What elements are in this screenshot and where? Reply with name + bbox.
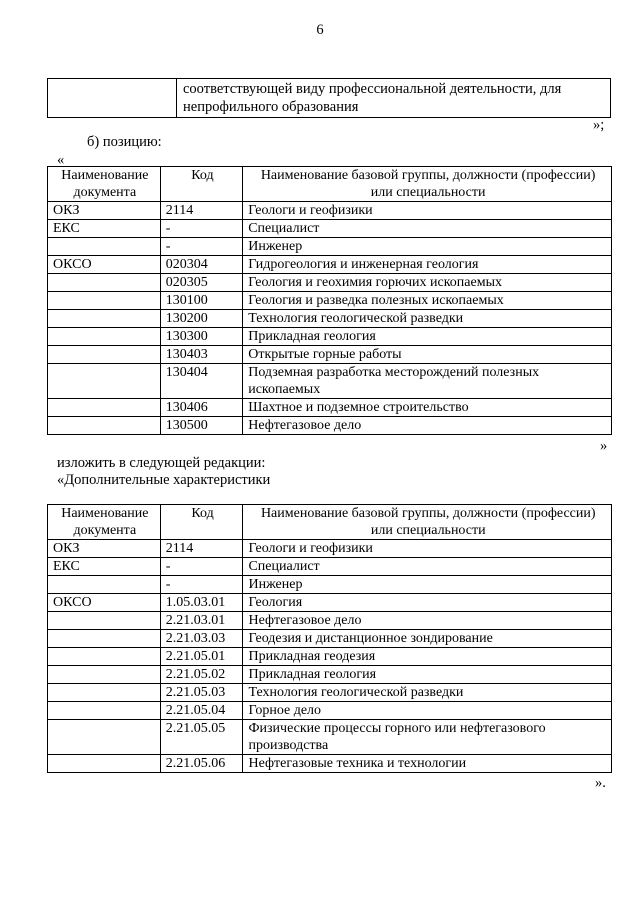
cell-code: - bbox=[160, 576, 243, 594]
cell-name: Прикладная геодезия bbox=[243, 648, 612, 666]
additional-characteristics-title: «Дополнительные характеристики bbox=[57, 472, 271, 488]
cell-code: 130404 bbox=[160, 364, 242, 399]
table-row bbox=[48, 684, 612, 702]
cell-doc: ОКСО bbox=[48, 256, 161, 274]
cell-doc bbox=[48, 630, 161, 648]
cell-code: 130300 bbox=[160, 328, 242, 346]
cell-doc bbox=[48, 399, 161, 417]
cell-doc bbox=[48, 274, 161, 292]
header-code: Код bbox=[160, 505, 243, 540]
cell-name: Геодезия и дистанционное зондирование bbox=[243, 630, 612, 648]
cell-code: - bbox=[160, 558, 243, 576]
cell-name: Шахтное и подземное строительство bbox=[243, 399, 612, 417]
table-row bbox=[48, 220, 612, 238]
header-doc-name: Наименование документа bbox=[48, 167, 161, 202]
cell-doc bbox=[48, 576, 161, 594]
closing-quote: » bbox=[600, 438, 608, 454]
continuation-table bbox=[47, 78, 611, 118]
header-group-name: Наименование базовой группы, должности (профессии) или специальности bbox=[243, 505, 612, 540]
new-table-body bbox=[48, 540, 612, 773]
cell-doc bbox=[48, 612, 161, 630]
cell-code: 020305 bbox=[160, 274, 242, 292]
table-row bbox=[48, 540, 612, 558]
table-row bbox=[48, 310, 612, 328]
cell-name: Нефтегазовые техника и технологии bbox=[243, 755, 612, 773]
cell-code: 020304 bbox=[160, 256, 242, 274]
table-row bbox=[48, 720, 612, 755]
cell-name: Физические процессы горного или нефтегазового производства bbox=[243, 720, 612, 755]
cell-doc bbox=[48, 417, 161, 435]
old-table-body bbox=[48, 202, 612, 435]
page-number: 6 bbox=[316, 22, 324, 38]
table-row bbox=[48, 612, 612, 630]
table-row bbox=[48, 666, 612, 684]
table-cell: соответствующей виду профессиональной деятельности, для непрофильного образования bbox=[177, 79, 611, 118]
cell-doc bbox=[48, 310, 161, 328]
table-row bbox=[48, 558, 612, 576]
cell-code: 130100 bbox=[160, 292, 242, 310]
cell-code: 130200 bbox=[160, 310, 242, 328]
cell-name: Геологи и геофизики bbox=[243, 540, 612, 558]
cell-name: Специалист bbox=[243, 558, 612, 576]
closing-quote: »; bbox=[593, 117, 605, 133]
cell-code: 2.21.03.01 bbox=[160, 612, 243, 630]
cell-doc bbox=[48, 328, 161, 346]
table-header-row bbox=[48, 505, 612, 540]
table-row bbox=[48, 755, 612, 773]
new-position-table bbox=[47, 504, 612, 773]
cell-code: 2.21.05.03 bbox=[160, 684, 243, 702]
table-row bbox=[48, 274, 612, 292]
cell-name: Прикладная геология bbox=[243, 666, 612, 684]
table-cell bbox=[48, 79, 177, 118]
old-position-table bbox=[47, 166, 612, 435]
cell-name: Геология и геохимия горючих ископаемых bbox=[243, 274, 612, 292]
table-row bbox=[48, 238, 612, 256]
cell-code: 130403 bbox=[160, 346, 242, 364]
table-row bbox=[48, 702, 612, 720]
cell-name: Прикладная геология bbox=[243, 328, 612, 346]
table-row bbox=[48, 594, 612, 612]
table-row bbox=[48, 346, 612, 364]
cell-code: - bbox=[160, 220, 242, 238]
cell-code: 2.21.05.04 bbox=[160, 702, 243, 720]
cell-name: Подземная разработка месторождений полезных ископаемых bbox=[243, 364, 612, 399]
cell-code: 2.21.03.03 bbox=[160, 630, 243, 648]
cell-name: Инженер bbox=[243, 238, 612, 256]
cell-name: Геологи и геофизики bbox=[243, 202, 612, 220]
cell-name: Нефтегазовое дело bbox=[243, 612, 612, 630]
cell-doc: ОКСО bbox=[48, 594, 161, 612]
cell-doc: ОКЗ bbox=[48, 202, 161, 220]
closing-quote: ». bbox=[595, 775, 606, 791]
cell-name: Открытые горные работы bbox=[243, 346, 612, 364]
cell-code: 2.21.05.01 bbox=[160, 648, 243, 666]
table-row bbox=[48, 648, 612, 666]
header-doc-name: Наименование документа bbox=[48, 505, 161, 540]
cell-code: 1.05.03.01 bbox=[160, 594, 243, 612]
cell-doc bbox=[48, 666, 161, 684]
table-row bbox=[48, 364, 612, 399]
table-row bbox=[48, 630, 612, 648]
cell-name: Геология и разведка полезных ископаемых bbox=[243, 292, 612, 310]
table-row bbox=[48, 202, 612, 220]
table-header-row bbox=[48, 167, 612, 202]
table-row bbox=[48, 576, 612, 594]
cell-code: 2.21.05.06 bbox=[160, 755, 243, 773]
table-row bbox=[48, 417, 612, 435]
cell-name: Технология геологической разведки bbox=[243, 310, 612, 328]
table-row bbox=[48, 399, 612, 417]
cell-name: Гидрогеология и инженерная геология bbox=[243, 256, 612, 274]
cell-doc: ЕКС bbox=[48, 220, 161, 238]
cell-name: Горное дело bbox=[243, 702, 612, 720]
cell-doc bbox=[48, 292, 161, 310]
cell-doc: ОКЗ bbox=[48, 540, 161, 558]
cell-code: 2114 bbox=[160, 202, 242, 220]
cell-doc bbox=[48, 720, 161, 755]
cell-doc: ЕКС bbox=[48, 558, 161, 576]
cell-name: Нефтегазовое дело bbox=[243, 417, 612, 435]
cell-doc bbox=[48, 702, 161, 720]
position-label: б) позицию: bbox=[87, 134, 162, 150]
cell-doc bbox=[48, 684, 161, 702]
cell-name: Инженер bbox=[243, 576, 612, 594]
table-row bbox=[48, 256, 612, 274]
opening-quote: « bbox=[57, 152, 65, 168]
table-row bbox=[48, 79, 611, 118]
edit-instruction: изложить в следующей редакции: bbox=[57, 455, 266, 471]
cell-code: 2.21.05.02 bbox=[160, 666, 243, 684]
cell-code: 130500 bbox=[160, 417, 242, 435]
table-row bbox=[48, 292, 612, 310]
cell-name: Специалист bbox=[243, 220, 612, 238]
cell-doc bbox=[48, 364, 161, 399]
cell-doc bbox=[48, 346, 161, 364]
header-group-name: Наименование базовой группы, должности (профессии) или специальности bbox=[243, 167, 612, 202]
table-row bbox=[48, 328, 612, 346]
cell-name: Технология геологической разведки bbox=[243, 684, 612, 702]
cell-code: 2114 bbox=[160, 540, 243, 558]
cell-doc bbox=[48, 648, 161, 666]
cell-code: 130406 bbox=[160, 399, 242, 417]
cell-name: Геология bbox=[243, 594, 612, 612]
cell-code: - bbox=[160, 238, 242, 256]
header-code: Код bbox=[160, 167, 242, 202]
cell-doc bbox=[48, 755, 161, 773]
cell-doc bbox=[48, 238, 161, 256]
cell-code: 2.21.05.05 bbox=[160, 720, 243, 755]
